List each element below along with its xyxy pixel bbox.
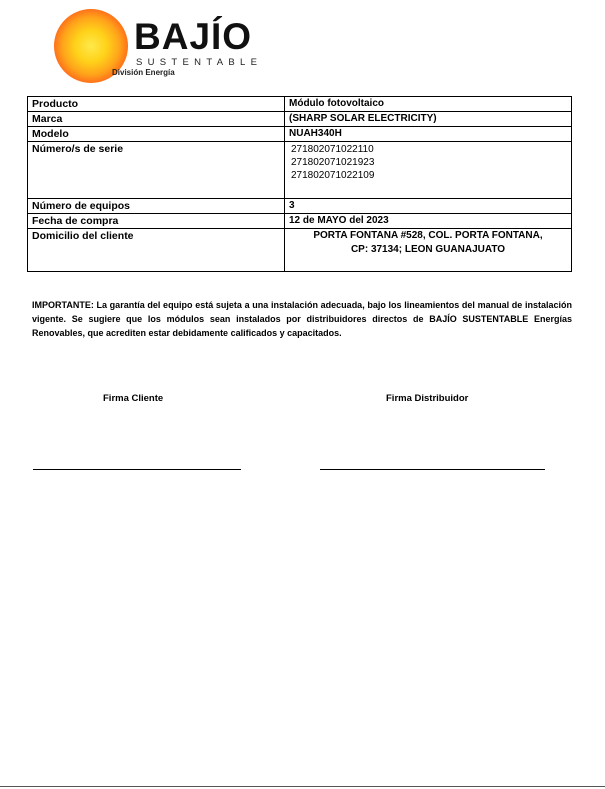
row-label: Producto [28,97,285,112]
row-label: Modelo [28,127,285,142]
distributor-signature-line [320,469,545,470]
table-row [28,112,572,127]
address-line: PORTA FONTANA #528, COL. PORTA FONTANA, [313,230,543,241]
row-value: (SHARP SOLAR ELECTRICITY) [285,112,572,127]
address-cell [285,229,572,272]
table-row [28,229,572,272]
serial-numbers-cell [285,142,572,199]
brand-tagline: SUSTENTABLE [136,57,263,68]
page-edge-divider [0,786,605,787]
address-line: CP: 37134; LEON GUANAJUATO [350,244,506,255]
row-label: Fecha de compra [28,214,285,229]
brand-name: BAJÍO [134,16,253,57]
serial-number: 271802071022110 [291,144,374,155]
table-row [28,142,572,199]
client-signature-label: Firma Cliente [103,393,164,404]
row-label: Número/s de serie [28,142,285,199]
row-label: Número de equipos [28,199,285,214]
distributor-signature-label: Firma Distribuidor [386,393,469,404]
row-value: NUAH340H [285,127,572,142]
warranty-info-table [27,96,572,272]
company-logo [54,9,264,79]
table-row [28,214,572,229]
serial-number: 271802071021923 [291,157,375,168]
row-value: Módulo fotovoltaico [285,97,572,112]
table-row [28,127,572,142]
table-row [28,97,572,112]
row-value: 12 de MAYO del 2023 [285,214,572,229]
warranty-notice: IMPORTANTE: La garantía del equipo está sujeta a una instalación adecuada, bajo los lineamientos del manual de instalación vigente. Se sugiere que los módulos sean instalados por distribuidores directos de BAJÍO SUSTENTABLE Energías Renovables, que acrediten estar debidamente calificados y capacitados. [32,300,572,338]
row-label: Marca [28,112,285,127]
row-label: Domicilio del cliente [28,229,285,272]
serial-number: 271802071022109 [291,170,375,181]
brand-division: División Energía [112,68,175,77]
row-value: 3 [285,199,572,214]
client-signature-line [33,469,241,470]
table-row [28,199,572,214]
